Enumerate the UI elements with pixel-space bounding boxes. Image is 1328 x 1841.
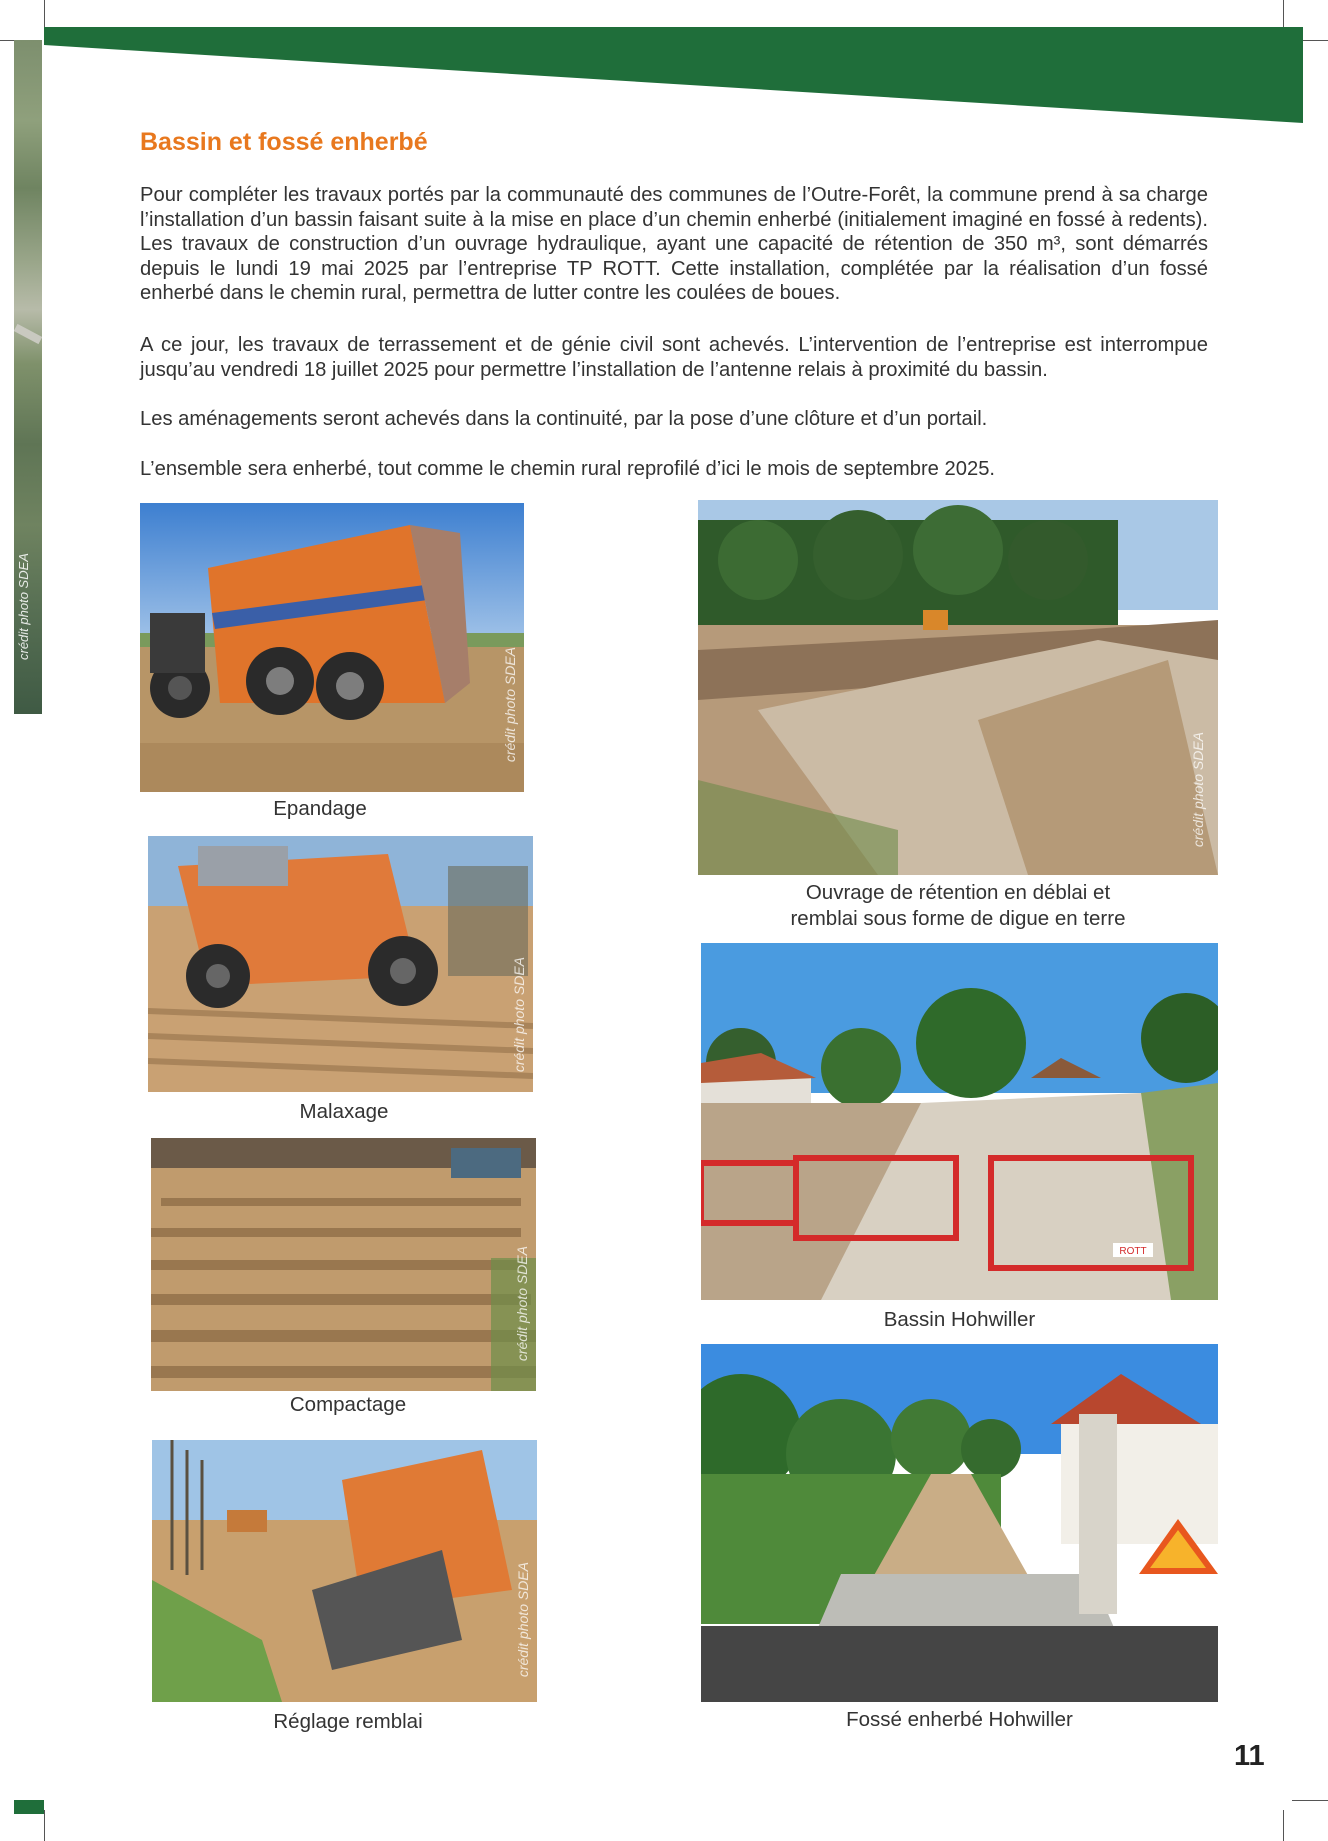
bottom-green-tab: [14, 1800, 44, 1814]
caption-ouvrage-retention: [698, 880, 1218, 932]
header-green-banner: [44, 27, 1303, 123]
photo-compactage: [151, 1138, 536, 1391]
photo-credit: crédit photo SDEA: [502, 646, 518, 762]
fence-tag: ROTT: [1119, 1246, 1147, 1257]
side-photo-credit: crédit photo SDEA: [16, 553, 31, 660]
caption-fosse-enherbe: Fossé enherbé Hohwiller: [846, 1708, 1073, 1731]
crop-mark: [1283, 1810, 1284, 1841]
caption-compactage: Compactage: [289, 1393, 407, 1416]
caption-malaxage: Malaxage: [299, 1100, 389, 1123]
caption-reglage-remblai: Réglage remblai: [273, 1710, 423, 1733]
photo-malaxage: [148, 836, 533, 1092]
photo-reglage-remblai: [152, 1440, 537, 1702]
closing-paragraph: L’ensemble sera enherbé, tout comme le chemin rural reprofilé d’ici le mois de septembre 2025.: [140, 458, 996, 480]
page-number: 11: [1234, 1740, 1265, 1772]
crop-mark: [1292, 1800, 1328, 1801]
photo-ouvrage-retention: [698, 500, 1218, 875]
status-paragraph: A ce jour, les travaux de terrassement et de génie civil sont achevés. L’intervention de l’entreprise est interrompue jusqu’au vendredi 18 juillet 2025 pour permettre l’installation de l’antenne relais à proximité du bassin.: [140, 334, 1208, 381]
caption-line: remblai sous forme de digue en terre: [790, 907, 1126, 930]
photo-bassin-hohwiller: [701, 943, 1218, 1300]
side-aerial-strip: [14, 40, 42, 714]
photo-credit: crédit photo SDEA: [514, 1245, 530, 1361]
photo-credit: crédit photo SDEA: [515, 1561, 531, 1677]
photo-credit: crédit photo SDEA: [511, 956, 527, 1072]
intro-paragraph: Pour compléter les travaux portés par la communauté des communes de l’Outre-Forêt, la commune prend à sa charge l’installation d’un bassin faisant suite à la mise en place d’un chemin enherbé (initialement imaginé en fossé à redents). Les travaux de construction d’un ouvrage hydraulique, ayant une capacité de rétention de 350 m³, sont démarrés depuis le lundi 19 mai 2025 par l’entreprise TP ROTT. Cette installation, complétée par la réalisation d’un fossé enherbé dans le chemin rural, permettra de lutter contre les coulées de boues.: [140, 184, 1208, 305]
photo-credit: crédit photo SDEA: [1190, 731, 1206, 847]
caption-line: Ouvrage de rétention en déblai et: [805, 881, 1111, 904]
caption-epandage: Epandage: [273, 797, 367, 820]
crop-mark: [44, 1810, 45, 1841]
next-steps-paragraph: Les aménagements seront achevés dans la continuité, par la pose d’une clôture et d’un portail.: [140, 408, 988, 430]
photo-fosse-enherbe: [701, 1344, 1218, 1702]
section-title: Bassin et fossé enherbé: [140, 128, 428, 156]
photo-epandage: [140, 503, 524, 792]
caption-bassin-hohwiller: Bassin Hohwiller: [883, 1308, 1036, 1331]
